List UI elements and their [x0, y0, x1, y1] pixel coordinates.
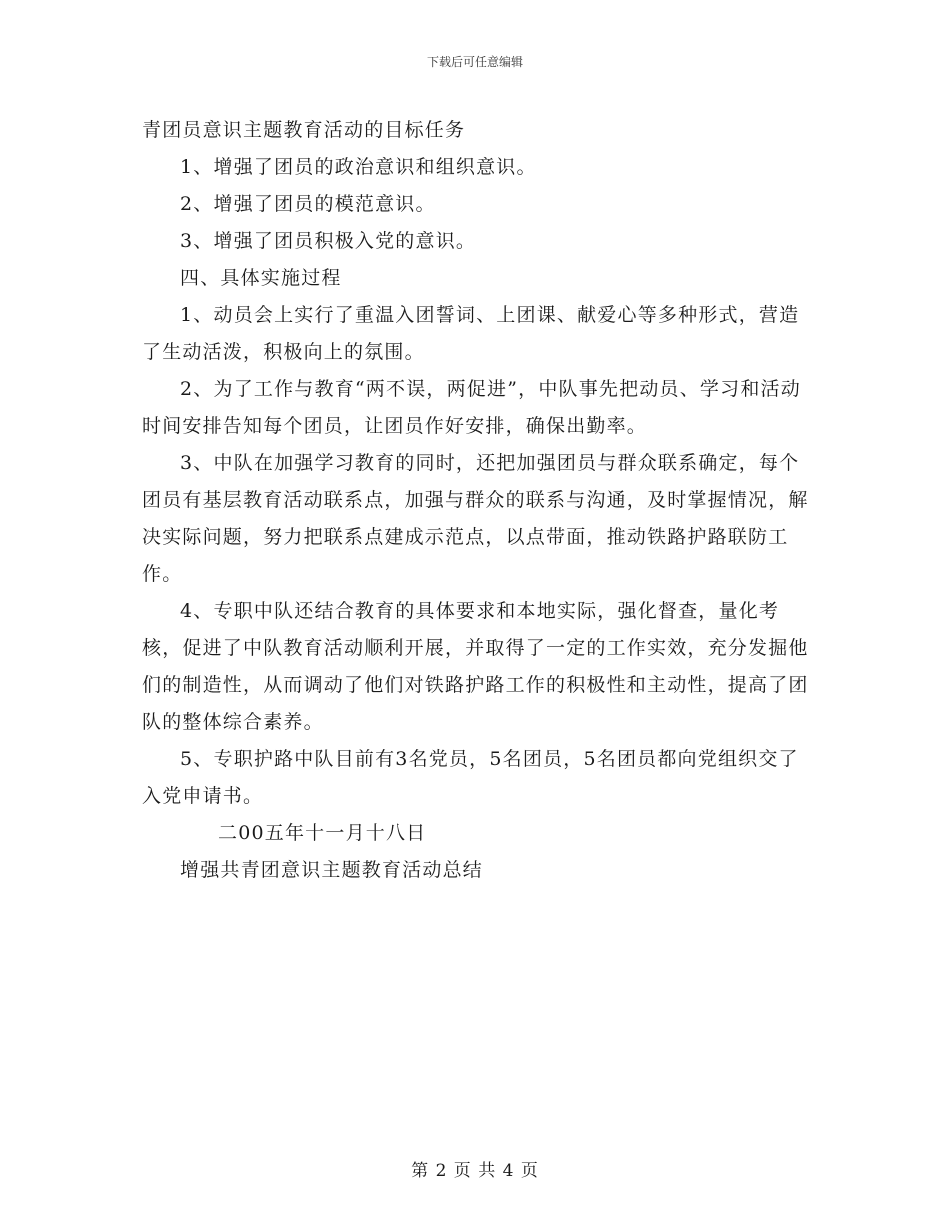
- page-number: 第 2 页 共 4 页: [411, 1161, 539, 1181]
- document-body: [142, 112, 812, 889]
- paragraph: 2、为了工作与教育“两不误，两促进”，中队事先把动员、学习和活动时间安排告知每个团员，让团员作好安排，确保出勤率。: [142, 378, 801, 437]
- paragraph: 1、动员会上实行了重温入团誓词、上团课、献爱心等多种形式，营造了生动活泼，积极向上的氛围。: [142, 304, 800, 363]
- document-heading: 青团员意识主题教育活动的目标任务: [142, 119, 466, 141]
- goal-item: 3、增强了团员积极入党的意识。: [180, 230, 477, 252]
- goal-item: 2、增强了团员的模范意识。: [180, 193, 436, 215]
- paragraph: 3、中队在加强学习教育的同时，还把加强团员与群众联系确定，每个团员有基层教育活动联系点，加强与群众的联系与沟通，及时掌握情况，解决实际问题，努力把联系点建成示范点，以点带面，推动铁路护路联防工作。: [142, 452, 809, 585]
- date-line: 二00五年十一月十八日: [218, 822, 427, 844]
- goal-item: 1、增强了团员的政治意识和组织意识。: [180, 156, 537, 178]
- paragraph: 5、专职护路中队目前有3名党员，5名团员，5名团员都向党组织交了入党申请书。: [142, 748, 799, 807]
- paragraph: 4、专职中队还结合教育的具体要求和本地实际，强化督查，量化考核，促进了中队教育活动顺利开展，并取得了一定的工作实效，充分发掘他们的制造性，从而调动了他们对铁路护路工作的积极性和主动性，提高了团队的整体综合素养。: [142, 600, 809, 733]
- next-document-title: 增强共青团意识主题教育活动总结: [180, 859, 484, 881]
- header-note: 下载后可任意编辑: [426, 55, 523, 69]
- section-title: 四、具体实施过程: [180, 267, 342, 289]
